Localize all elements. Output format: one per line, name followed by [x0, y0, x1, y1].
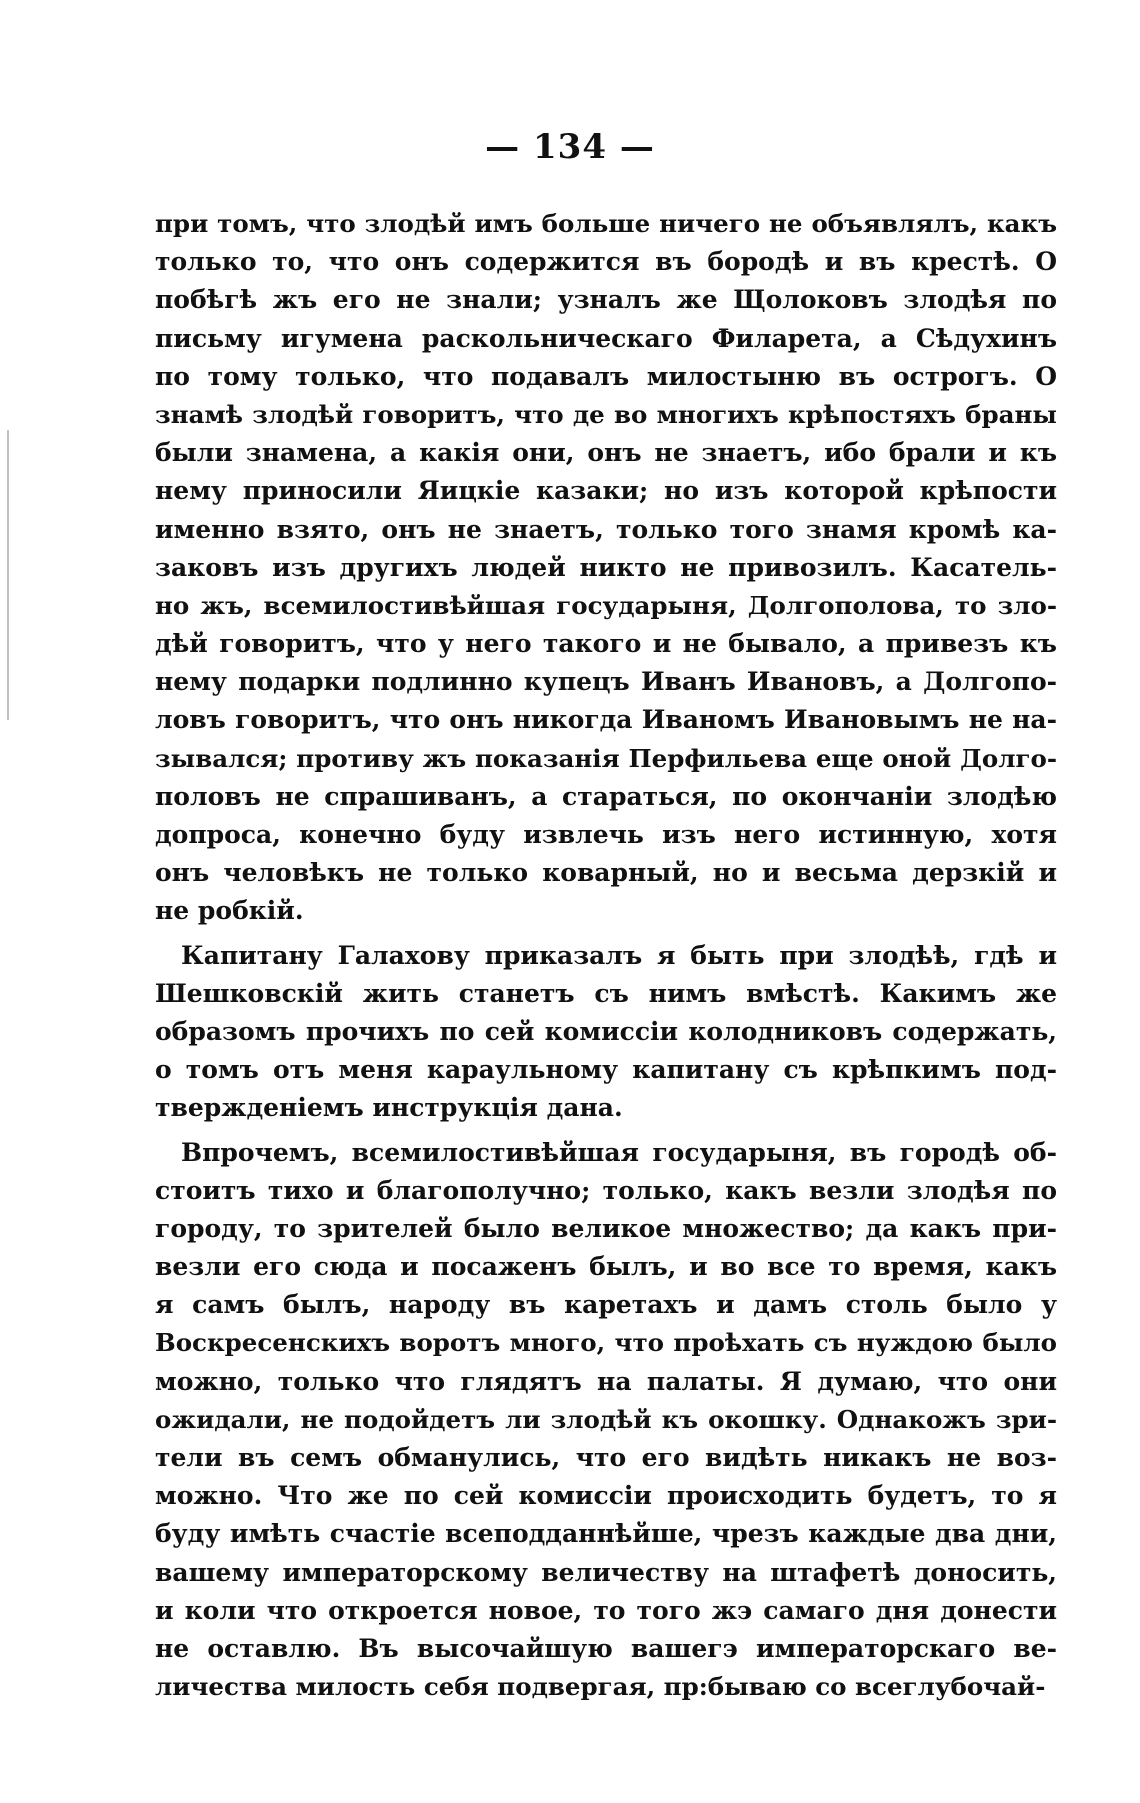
text-line: письму игумена раскольническаго Филарета, а Сѣдухинъ [155, 323, 1057, 353]
scan-gutter-line [7, 430, 9, 720]
text-line: заковъ изъ другихъ людей никто не привозилъ. Касатель- [155, 552, 1057, 582]
text-line: и коли что откроется новое, то того жэ самаго дня донести [155, 1595, 1057, 1625]
text-line: зывался; противу жъ показанія Перфильева еще оной Долго- [155, 743, 1057, 773]
text-line: везли его сюда и посаженъ былъ, и во все то время, какъ [155, 1252, 1057, 1282]
text-line: вашему императорскому величеству на штафетѣ доносить, [155, 1557, 1057, 1587]
text-line: только то, что онъ содержится въ бородѣ и въ крестѣ. О [155, 247, 1057, 277]
text-line: нему подарки подлинно купецъ Иванъ Ивановъ, а Долгопо- [155, 667, 1057, 697]
text-line: о томъ отъ меня караульному капитану съ крѣпкимъ под- [155, 1055, 1057, 1085]
body-text [155, 205, 1057, 1706]
text-line: не оставлю. Въ высочайшую вашегэ императорскаго ве- [155, 1633, 1057, 1663]
text-line: не робкій. [155, 896, 304, 926]
text-line: были знамена, а какія они, онъ не знаетъ, ибо брали и къ [155, 438, 1057, 468]
text-line: половъ не спрашиванъ, а стараться, по окончаніи злодѣю [155, 781, 1057, 811]
paragraph [155, 1134, 1057, 1707]
text-line: стоитъ тихо и благополучно; только, какъ везли злодѣя по [155, 1175, 1057, 1205]
text-line: ожидали, не подойдетъ ли злодѣй къ окошку. Однакожъ зри- [155, 1404, 1057, 1434]
text-line: я самъ былъ, народу въ каретахъ и дамъ столь было у [155, 1290, 1057, 1320]
paragraph [155, 937, 1057, 1128]
text-line: нему приносили Яицкіе казаки; но изъ которой крѣпости [155, 476, 1057, 506]
text-line: личества милость себя подвергая, пр:бываю со всеглубочай- [155, 1672, 1046, 1702]
text-line: по тому только, что подавалъ милостыню въ острогъ. О [155, 361, 1057, 391]
text-line: Впрочемъ, всемилостивѣйшая государыня, въ городѣ об- [181, 1137, 1057, 1167]
text-line: можно, только что глядятъ на палаты. Я думаю, что они [155, 1366, 1057, 1396]
text-line: знамѣ злодѣй говоритъ, что де во многихъ крѣпостяхъ браны [155, 399, 1057, 429]
page-number: — 134 — [485, 127, 655, 167]
text-line: побѣгѣ жъ его не знали; узналъ же Щолоковъ злодѣя по [155, 285, 1057, 315]
text-line: городу, то зрителей было великое множество; да какъ при- [155, 1213, 1057, 1243]
text-line: буду имѣть счастіе всеподданнѣйше, чрезъ каждые два дни, [155, 1519, 1057, 1549]
text-line: именно взято, онъ не знаетъ, только того знамя кромѣ ка- [155, 514, 1057, 544]
text-line: образомъ прочихъ по сей комиссіи колодниковъ содержать, [155, 1016, 1057, 1046]
text-line: ловъ говоритъ, что онъ никогда Иваномъ Ивановымъ не на- [155, 705, 1057, 735]
text-line: твержденіемъ инструкція дана. [155, 1093, 623, 1123]
paragraph [155, 205, 1057, 931]
text-line: тели въ семъ обманулись, что его видѣть никакъ не воз- [155, 1443, 1057, 1472]
text-line: дѣй говоритъ, что у него такого и не бывало, а привезъ къ [155, 629, 1057, 659]
text-line: Шешковскій жить станетъ съ нимъ вмѣстѣ. Какимъ же [155, 978, 1057, 1008]
text-line: при томъ, что злодѣй имъ больше ничего не объявлялъ, какъ [155, 209, 1057, 238]
text-line: допроса, конечно буду извлечь изъ него истинную, хотя [155, 820, 1057, 849]
text-line: онъ человѣкъ не только коварный, но и весьма дерзкій и [155, 858, 1057, 888]
text-line: но жъ, всемилостивѣйшая государыня, Долгополова, то зло- [155, 590, 1057, 620]
text-line: Капитану Галахову приказалъ я быть при злодѣѣ, гдѣ и [181, 940, 1057, 970]
text-line: можно. Что же по сей комиссіи происходить будетъ, то я [155, 1481, 1057, 1511]
text-line: Воскресенскихъ воротъ много, что проѣхать съ нуждою было [155, 1328, 1057, 1358]
